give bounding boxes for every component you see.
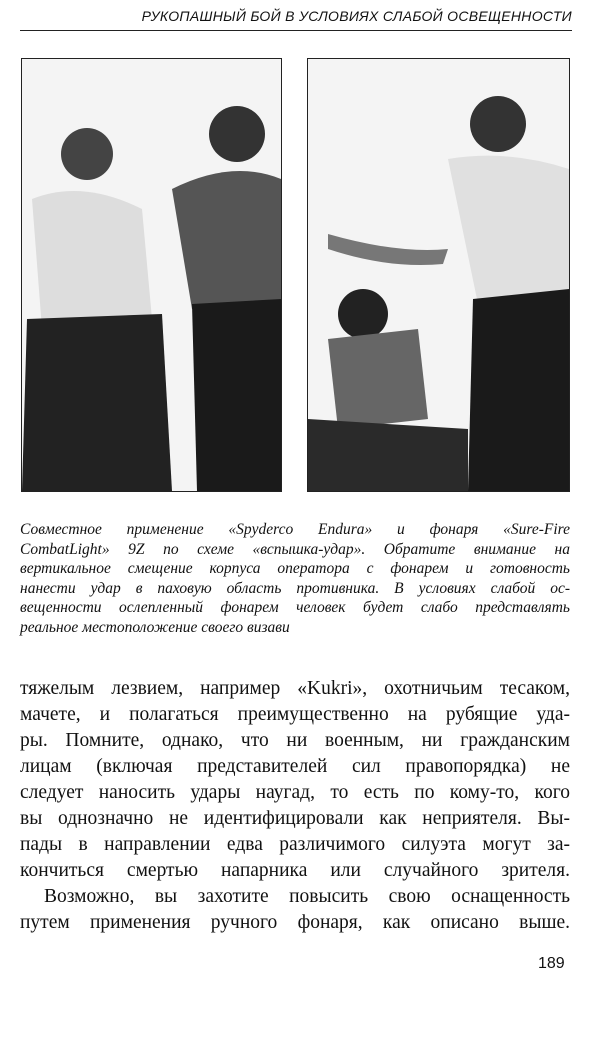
body-line: кончиться смертью напарника или случайного зрителя.	[20, 860, 570, 881]
body-line: ры. Помните, однако, что ни военным, ни гражданским	[20, 730, 570, 751]
photo-caption	[20, 520, 570, 637]
body-line: путем применения ручного фонаря, как описано выше.	[20, 912, 570, 933]
photo-left	[21, 58, 282, 492]
body-line: пады в направлении едва различимого силуэта могут за-	[20, 834, 570, 855]
running-header: РУКОПАШНЫЙ БОЙ В УСЛОВИЯХ СЛАБОЙ ОСВЕЩЕННОСТИ	[141, 8, 572, 24]
body-line: лицам (включая представителей сил правопорядка) не	[20, 756, 570, 777]
body-line: Возможно, вы захотите повысить свою оснащенность	[44, 886, 570, 907]
body-line: тяжелым лезвием, например «Kukri», охотничьим тесаком,	[20, 678, 570, 699]
body-line: следует наносить удары наугад, то есть по кому-то, кого	[20, 782, 570, 803]
body-line: мачете, и полагаться преимущественно на рубящие уда-	[20, 704, 570, 725]
caption-line: нанести удар в паховую область противника. В условиях слабой ос-	[20, 579, 570, 597]
caption-line: реальное местоположение своего визави	[20, 618, 290, 636]
caption-line: вещенности ослепленный фонарем человек будет слабо представлять	[20, 599, 570, 616]
body-text	[20, 676, 570, 936]
page-number: 189	[538, 955, 565, 972]
caption-line: CombatLight» 9Z по схеме «вспышка-удар». Обратите внимание на	[20, 540, 570, 558]
header-rule	[20, 30, 572, 31]
photo-right	[307, 58, 570, 492]
caption-line: Совместное применение «Spyderco Endura» и фонаря «Sure-Fire	[20, 521, 570, 538]
caption-line: вертикальное смещение корпуса оператора с фонарем и готовность	[20, 560, 570, 577]
body-line: вы однозначно не идентифицировали как неприятеля. Вы-	[20, 808, 570, 829]
